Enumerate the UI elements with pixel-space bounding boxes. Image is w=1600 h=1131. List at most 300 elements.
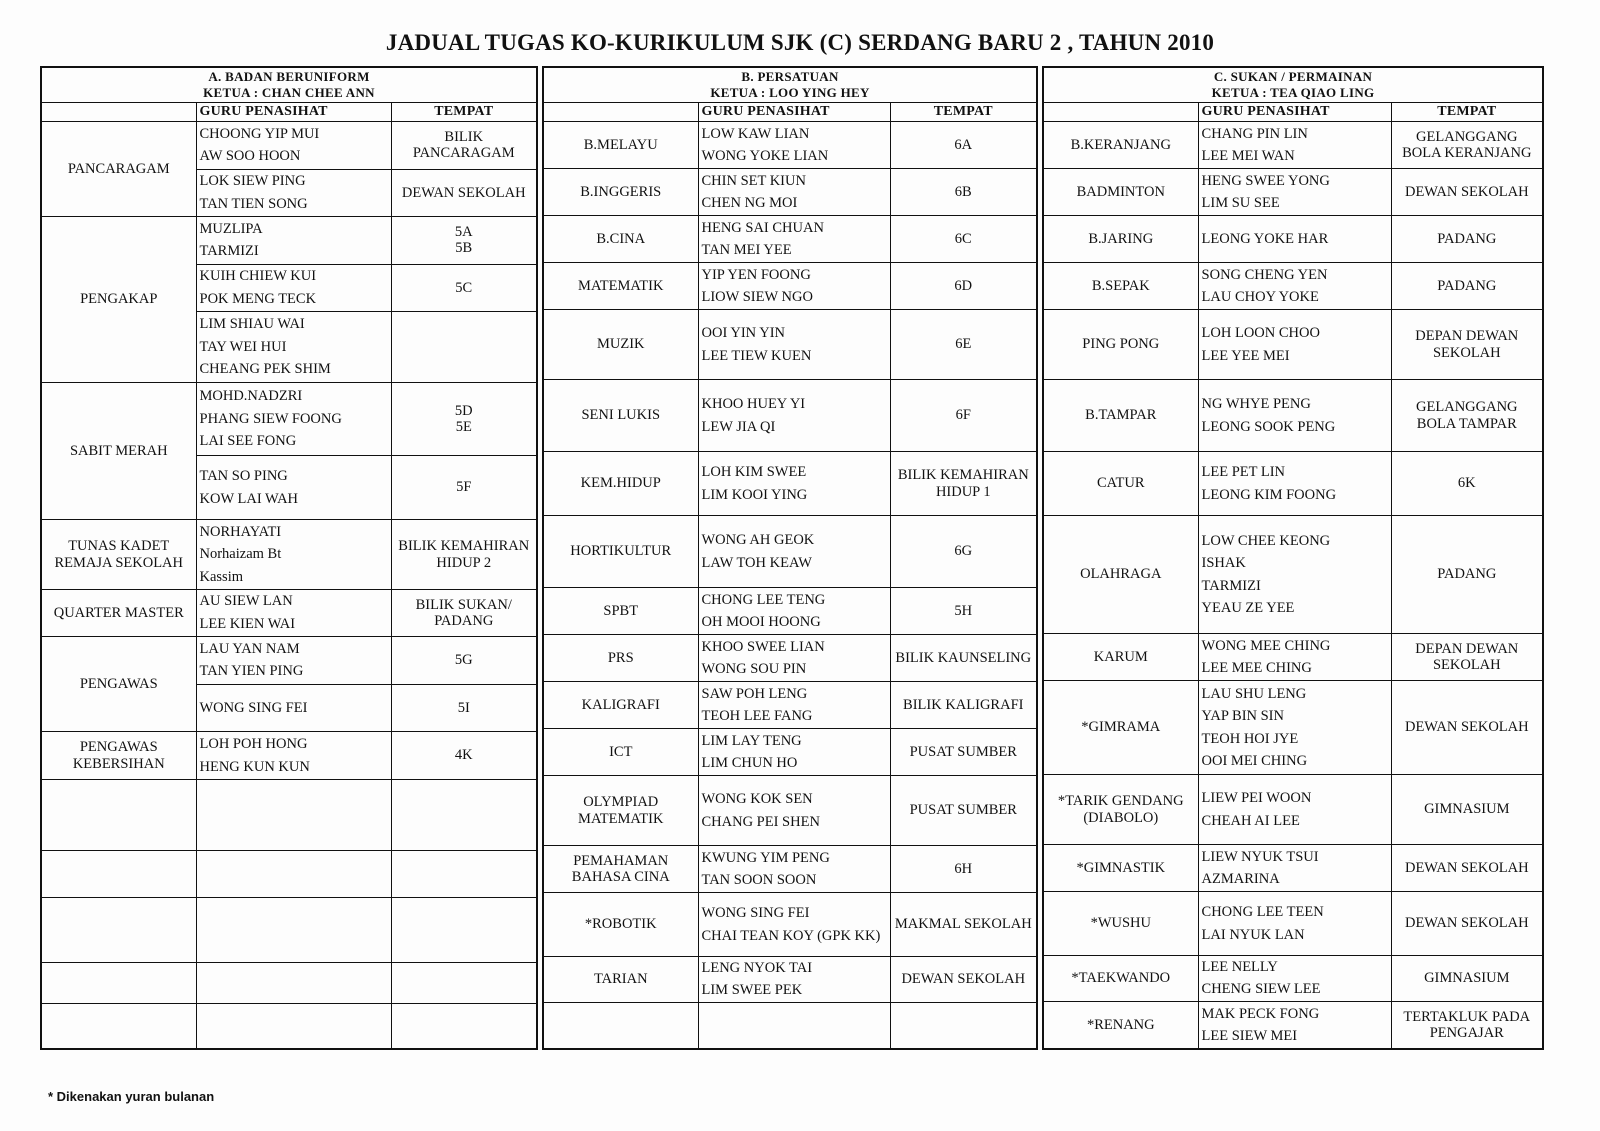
teacher-name: LEW JIA QI (701, 418, 776, 435)
teacher-name: WONG KOK SEN (701, 791, 813, 808)
teacher-name: TEOH HOI JYE (1201, 730, 1299, 747)
place-column-header: TEMPAT (391, 103, 537, 122)
teacher-column-header: GURU PENASIHAT (698, 103, 890, 122)
teacher-name: Norhaizam Bt (199, 546, 282, 563)
place-cell: PADANG (1391, 263, 1543, 310)
table-row (41, 217, 537, 265)
table-row (41, 779, 537, 850)
teacher-cell (698, 452, 890, 516)
teacher-name: OOI MEI CHING (1201, 752, 1308, 769)
activity-cell: B.JARING (1043, 216, 1198, 263)
activity-cell: *ROBOTIK (543, 893, 698, 957)
teacher-name: HENG KUN KUN (199, 758, 310, 775)
section-ketua: KETUA : LOO YING HEY (710, 85, 870, 100)
section-heading: A. BADAN BERUNIFORM (208, 68, 370, 84)
table-row (41, 732, 537, 780)
place-cell: PUSAT SUMBER (890, 729, 1037, 776)
teacher-name: TAY WEI HUI (199, 338, 287, 355)
activity-cell: *GIMRAMA (1043, 681, 1198, 775)
teacher-name: NORHAYATI (199, 523, 282, 540)
teacher-name: CHEN NG MOI (701, 195, 798, 211)
teacher-name: HENG SAI CHUAN (701, 219, 824, 236)
table-row (543, 263, 1037, 310)
place-cell: DEWAN SEKOLAH (1391, 845, 1543, 892)
teacher-name: LAU SHU LENG (1201, 685, 1307, 702)
teacher-name: LIM KOOI YING (701, 486, 808, 503)
place-cell: BILIK KAUNSELING (890, 635, 1037, 682)
activity-cell: QUARTER MASTER (41, 589, 196, 637)
teacher-cell (196, 589, 391, 637)
footnote: * Dikenakan yuran bulanan (48, 1089, 215, 1104)
teacher-name: KWUNG YIM PENG (701, 849, 830, 866)
teacher-cell (196, 684, 391, 732)
place-cell: DEWAN SEKOLAH (391, 169, 537, 217)
activity-cell: PENGAWAS (41, 637, 196, 732)
table-row (1043, 634, 1543, 681)
place-cell: PADANG (1391, 516, 1543, 634)
teacher-name: KHOO HUEY YI (701, 396, 806, 413)
place-cell: 5A 5B (391, 217, 537, 265)
teacher-name: CHAI TEAN KOY (GPK KK) (701, 927, 881, 944)
activity-cell: *TARIK GENDANG (DIABOLO) (1043, 775, 1198, 845)
teacher-name: OH MOOI HOONG (701, 614, 821, 630)
teacher-name: LEE KIEN WAI (199, 615, 296, 632)
activity-cell: KALIGRAFI (543, 682, 698, 729)
activity-cell: PENGAWAS KEBERSIHAN (41, 732, 196, 780)
place-cell: GIMNASIUM (1391, 775, 1543, 845)
teacher-name: LOH KIM SWEE (701, 464, 807, 481)
place-cell: DEWAN SEKOLAH (1391, 892, 1543, 956)
table-row (543, 216, 1037, 263)
activity-cell: PING PONG (1043, 310, 1198, 380)
activity-cell: B.CINA (543, 216, 698, 263)
place-cell: GELANGGANG BOLA KERANJANG (1391, 122, 1543, 169)
activity-column-header (543, 103, 698, 122)
teacher-cell (1198, 956, 1391, 1002)
activity-cell: SABIT MERAH (41, 382, 196, 520)
activity-cell: ICT (543, 729, 698, 776)
activity-cell (41, 1004, 196, 1050)
teacher-name: YIP YEN FOONG (701, 266, 811, 283)
place-cell: 6H (890, 846, 1037, 893)
place-cell: GELANGGANG BOLA TAMPAR (1391, 380, 1543, 452)
teacher-name: WONG YOKE LIAN (701, 148, 829, 164)
activity-cell (41, 898, 196, 963)
place-cell: 5C (391, 264, 537, 312)
teacher-cell (196, 312, 391, 383)
place-cell: BILIK PANCARAGAM (391, 122, 537, 170)
activity-cell: PANCARAGAM (41, 122, 196, 217)
table-row (41, 962, 537, 1003)
teacher-name: ISHAK (1201, 555, 1246, 572)
teacher-name: AZMARINA (1201, 871, 1280, 887)
teacher-name: WONG MEE CHING (1201, 637, 1331, 654)
place-cell (391, 779, 537, 850)
teacher-name: LIM LAY TENG (701, 732, 802, 749)
activity-cell: PENGAKAP (41, 217, 196, 383)
table-row (543, 588, 1037, 635)
place-cell: DEPAN DEWAN SEKOLAH (1391, 634, 1543, 681)
teacher-name: CHANG PIN LIN (1201, 125, 1308, 142)
activity-cell: HORTIKULTUR (543, 516, 698, 588)
table-row (543, 893, 1037, 957)
teacher-name: LEE TIEW KUEN (701, 347, 812, 364)
teacher-cell (1198, 452, 1391, 516)
teacher-name: LAU YAN NAM (199, 640, 300, 657)
teacher-name: LEE PET LIN (1201, 464, 1286, 481)
table-row (41, 1004, 537, 1050)
place-cell (391, 898, 537, 963)
teacher-name: CHONG LEE TEEN (1201, 904, 1324, 921)
activity-column-header (1043, 103, 1198, 122)
activity-cell: TARIAN (543, 957, 698, 1003)
teacher-name: TAN YIEN PING (199, 663, 304, 680)
teacher-cell (1198, 122, 1391, 169)
teacher-name: LEONG YOKE HAR (1201, 230, 1329, 247)
activity-cell: *WUSHU (1043, 892, 1198, 956)
teacher-cell (196, 637, 391, 685)
table-row (1043, 380, 1543, 452)
place-cell: 6A (890, 122, 1037, 169)
teacher-name: LEONG SOOK PENG (1201, 418, 1336, 435)
teacher-name: LAI NYUK LAN (1201, 926, 1305, 943)
teacher-cell (698, 122, 890, 169)
teacher-cell (698, 216, 890, 263)
teacher-name: TEOH LEE FANG (701, 708, 813, 724)
teacher-name: MOHD.NADZRI (199, 388, 303, 405)
teacher-name: LEE SIEW MEI (1201, 1028, 1298, 1045)
activity-cell (41, 962, 196, 1003)
teacher-name: LIM SHIAU WAI (199, 316, 305, 333)
place-cell: 5G (391, 637, 537, 685)
table-row (1043, 892, 1543, 956)
teacher-cell (1198, 310, 1391, 380)
teacher-cell (1198, 634, 1391, 681)
place-cell: MAKMAL SEKOLAH (890, 893, 1037, 957)
teacher-name: LAI SEE FONG (199, 433, 297, 450)
place-cell (391, 850, 537, 898)
table-row (1043, 775, 1543, 845)
teacher-name: POK MENG TECK (199, 290, 317, 307)
teacher-cell (698, 310, 890, 380)
teacher-cell (698, 682, 890, 729)
teacher-name: CHENG SIEW LEE (1201, 981, 1321, 998)
activity-cell: B.SEPAK (1043, 263, 1198, 310)
activity-cell: OLYMPIAD MATEMATIK (543, 776, 698, 846)
teacher-cell (196, 850, 391, 898)
teacher-cell (196, 732, 391, 780)
teacher-name: LIM SU SEE (1201, 195, 1280, 211)
place-cell: PUSAT SUMBER (890, 776, 1037, 846)
teacher-cell (698, 893, 890, 957)
teacher-name: CHONG LEE TENG (701, 591, 826, 608)
teacher-column-header: GURU PENASIHAT (196, 103, 391, 122)
teacher-cell (1198, 681, 1391, 775)
teacher-cell (698, 380, 890, 452)
teacher-name: LEE YEE MEI (1201, 347, 1290, 364)
section-table-persatuan (542, 66, 1038, 1050)
activity-cell: CATUR (1043, 452, 1198, 516)
section-heading: B. PERSATUAN (741, 68, 839, 84)
teacher-name: LAW TOH KEAW (701, 554, 812, 571)
teacher-name: TARMIZI (199, 243, 259, 260)
teacher-name: CHANG PEI SHEN (701, 813, 820, 830)
place-cell: DEWAN SEKOLAH (890, 957, 1037, 1003)
table-row (41, 122, 537, 170)
place-cell: PADANG (1391, 216, 1543, 263)
teacher-name: LOH POH HONG (199, 736, 308, 753)
table-row (543, 776, 1037, 846)
teacher-name: HENG SWEE YONG (1201, 172, 1330, 189)
teacher-name: CHEAH AI LEE (1201, 812, 1300, 829)
table-row (1043, 216, 1543, 263)
section-header (41, 67, 537, 103)
teacher-name: CHIN SET KIUN (701, 172, 806, 189)
table-row (41, 589, 537, 637)
teacher-name: LOK SIEW PING (199, 173, 306, 190)
teacher-name: LIM SWEE PEK (701, 982, 803, 999)
section-table-sukan-permainan (1042, 66, 1544, 1050)
teacher-name: KOW LAI WAH (199, 490, 299, 507)
table-row (543, 516, 1037, 588)
table-row (1043, 263, 1543, 310)
activity-cell: B.KERANJANG (1043, 122, 1198, 169)
activity-cell: OLAHRAGA (1043, 516, 1198, 634)
place-cell (391, 312, 537, 383)
teacher-name: KUIH CHIEW KUI (199, 268, 317, 285)
table-row (41, 520, 537, 589)
teacher-name: LIM CHUN HO (701, 755, 798, 771)
document-title: JADUAL TUGAS KO-KURIKULUM SJK (C) SERDANG BARU 2 , TAHUN 2010 (385, 30, 1215, 55)
place-cell: BILIK KEMAHIRAN HIDUP 2 (391, 520, 537, 589)
table-row (1043, 845, 1543, 892)
place-cell: DEPAN DEWAN SEKOLAH (1391, 310, 1543, 380)
teacher-name: MUZLIPA (199, 220, 263, 237)
teacher-cell (196, 217, 391, 265)
table-row (543, 380, 1037, 452)
place-cell: 6B (890, 169, 1037, 216)
teacher-cell (196, 264, 391, 312)
teacher-name: LOW CHEE KEONG (1201, 532, 1331, 549)
place-cell: DEWAN SEKOLAH (1391, 681, 1543, 775)
activity-column-header (41, 103, 196, 122)
teacher-cell (1198, 216, 1391, 263)
table-row (1043, 956, 1543, 1002)
place-cell: 5F (391, 455, 537, 520)
activity-cell: KARUM (1043, 634, 1198, 681)
table-row (41, 898, 537, 963)
teacher-cell (196, 169, 391, 217)
table-row (41, 850, 537, 898)
teacher-cell (1198, 1001, 1391, 1049)
teacher-name: AW SOO HOON (199, 148, 301, 165)
teacher-name: SAW POH LENG (701, 685, 808, 702)
place-cell: GIMNASIUM (1391, 956, 1543, 1002)
activity-cell (543, 1002, 698, 1049)
activity-cell: PEMAHAMAN BAHASA CINA (543, 846, 698, 893)
teacher-cell (698, 729, 890, 776)
teacher-cell (698, 169, 890, 216)
teacher-cell (698, 846, 890, 893)
place-cell: BILIK KALIGRAFI (890, 682, 1037, 729)
table-row (1043, 681, 1543, 775)
teacher-cell (1198, 845, 1391, 892)
place-cell: 6C (890, 216, 1037, 263)
teacher-name: LEE MEI WAN (1201, 148, 1295, 164)
place-cell (890, 1002, 1037, 1049)
activity-cell: B.MELAYU (543, 122, 698, 169)
teacher-cell (698, 957, 890, 1003)
table-row (1043, 1001, 1543, 1049)
activity-cell (41, 779, 196, 850)
teacher-name: MAK PECK FONG (1201, 1005, 1320, 1022)
teacher-name: LIEW NYUK TSUI (1201, 848, 1319, 865)
place-cell: BILIK SUKAN/ PADANG (391, 589, 537, 637)
teacher-cell (1198, 775, 1391, 845)
teacher-cell (196, 898, 391, 963)
table-row (543, 310, 1037, 380)
teacher-cell (698, 516, 890, 588)
place-cell: 5D 5E (391, 382, 537, 455)
place-cell: 5I (391, 684, 537, 732)
place-cell: DEWAN SEKOLAH (1391, 169, 1543, 216)
place-column-header: TEMPAT (890, 103, 1037, 122)
teacher-cell (1198, 892, 1391, 956)
teacher-name: WONG SING FEI (199, 699, 308, 716)
activity-cell: B.TAMPAR (1043, 380, 1198, 452)
teacher-name: OOI YIN YIN (701, 325, 785, 342)
table-row (543, 1002, 1037, 1049)
table-row (543, 682, 1037, 729)
teacher-name: LIEW PEI WOON (1201, 790, 1312, 807)
teacher-name: TAN TIEN SONG (199, 195, 308, 212)
teacher-name: CHOONG YIP MUI (199, 125, 320, 142)
teacher-name: TAN MEI YEE (701, 242, 792, 258)
activity-cell: SENI LUKIS (543, 380, 698, 452)
teacher-cell (1198, 263, 1391, 310)
table-row (543, 635, 1037, 682)
place-cell: 6D (890, 263, 1037, 310)
activity-cell: BADMINTON (1043, 169, 1198, 216)
place-cell: TERTAKLUK PADA PENGAJAR (1391, 1001, 1543, 1049)
activity-cell: PRS (543, 635, 698, 682)
teacher-name: WONG AH GEOK (701, 532, 815, 549)
table-row (1043, 310, 1543, 380)
section-header (1043, 67, 1543, 103)
teacher-name: TAN SO PING (199, 468, 288, 485)
activity-cell: TUNAS KADET REMAJA SEKOLAH (41, 520, 196, 589)
teacher-cell (698, 776, 890, 846)
table-row (543, 846, 1037, 893)
table-row (543, 957, 1037, 1003)
place-cell: 6K (1391, 452, 1543, 516)
teacher-name: WONG SOU PIN (701, 661, 807, 677)
teacher-name: TARMIZI (1201, 577, 1261, 594)
teacher-cell (196, 962, 391, 1003)
section-header (543, 67, 1037, 103)
activity-cell: *TAEKWANDO (1043, 956, 1198, 1002)
teacher-cell (698, 1002, 890, 1049)
place-cell: 6E (890, 310, 1037, 380)
table-row (41, 637, 537, 685)
section-table-badan-beruniform (40, 66, 538, 1050)
teacher-name: Kassim (199, 568, 243, 585)
teacher-name: LIOW SIEW NGO (701, 289, 813, 305)
table-row (1043, 452, 1543, 516)
teacher-name: LAU CHOY YOKE (1201, 289, 1319, 305)
activity-cell: SPBT (543, 588, 698, 635)
place-cell: 6G (890, 516, 1037, 588)
teacher-name: PHANG SIEW FOONG (199, 410, 342, 427)
activity-cell: *RENANG (1043, 1001, 1198, 1049)
teacher-cell (196, 382, 391, 455)
table-row (1043, 169, 1543, 216)
teacher-name: AU SIEW LAN (199, 593, 293, 610)
activity-cell: MATEMATIK (543, 263, 698, 310)
place-cell: 5H (890, 588, 1037, 635)
place-cell: BILIK KEMAHIRAN HIDUP 1 (890, 452, 1037, 516)
teacher-name: SONG CHENG YEN (1201, 266, 1328, 283)
teacher-name: WONG SING FEI (701, 905, 810, 922)
teacher-name: CHEANG PEK SHIM (199, 361, 331, 378)
teacher-name: TAN SOON SOON (701, 872, 817, 888)
teacher-name: YAP BIN SIN (1201, 708, 1284, 725)
activity-cell: *GIMNASTIK (1043, 845, 1198, 892)
place-cell: 6F (890, 380, 1037, 452)
activity-cell: MUZIK (543, 310, 698, 380)
place-cell: 4K (391, 732, 537, 780)
teacher-name: LOW KAW LIAN (701, 125, 810, 142)
teacher-name: LOH LOON CHOO (1201, 325, 1320, 342)
teacher-cell (1198, 169, 1391, 216)
place-column-header: TEMPAT (1391, 103, 1543, 122)
teacher-name: NG WHYE PENG (1201, 396, 1311, 413)
teacher-cell (196, 455, 391, 520)
table-row (543, 122, 1037, 169)
duty-grid (40, 66, 1544, 1050)
activity-cell: KEM.HIDUP (543, 452, 698, 516)
teacher-name: LEE MEE CHING (1201, 660, 1312, 676)
teacher-cell (196, 779, 391, 850)
teacher-cell (698, 263, 890, 310)
table-row (543, 169, 1037, 216)
teacher-name: LEONG KIM FOONG (1201, 486, 1337, 503)
table-row (543, 729, 1037, 776)
teacher-cell (698, 635, 890, 682)
teacher-cell (698, 588, 890, 635)
teacher-name: LENG NYOK TAI (701, 960, 813, 976)
teacher-name: LEE NELLY (1201, 959, 1278, 975)
section-heading: C. SUKAN / PERMAINAN (1213, 68, 1373, 84)
place-cell (391, 962, 537, 1003)
table-row (41, 382, 537, 455)
teacher-cell (1198, 380, 1391, 452)
section-ketua: KETUA : CHAN CHEE ANN (203, 85, 375, 100)
table-row (543, 452, 1037, 516)
teacher-cell (1198, 516, 1391, 634)
section-ketua: KETUA : TEA QIAO LING (1211, 85, 1375, 100)
teacher-cell (196, 1004, 391, 1050)
place-cell (391, 1004, 537, 1050)
activity-cell: B.INGGERIS (543, 169, 698, 216)
teacher-column-header: GURU PENASIHAT (1198, 103, 1391, 122)
table-row (1043, 516, 1543, 634)
teacher-cell (196, 122, 391, 170)
teacher-cell (196, 520, 391, 589)
activity-cell (41, 850, 196, 898)
teacher-name: KHOO SWEE LIAN (701, 638, 825, 655)
teacher-name: YEAU ZE YEE (1201, 599, 1295, 616)
